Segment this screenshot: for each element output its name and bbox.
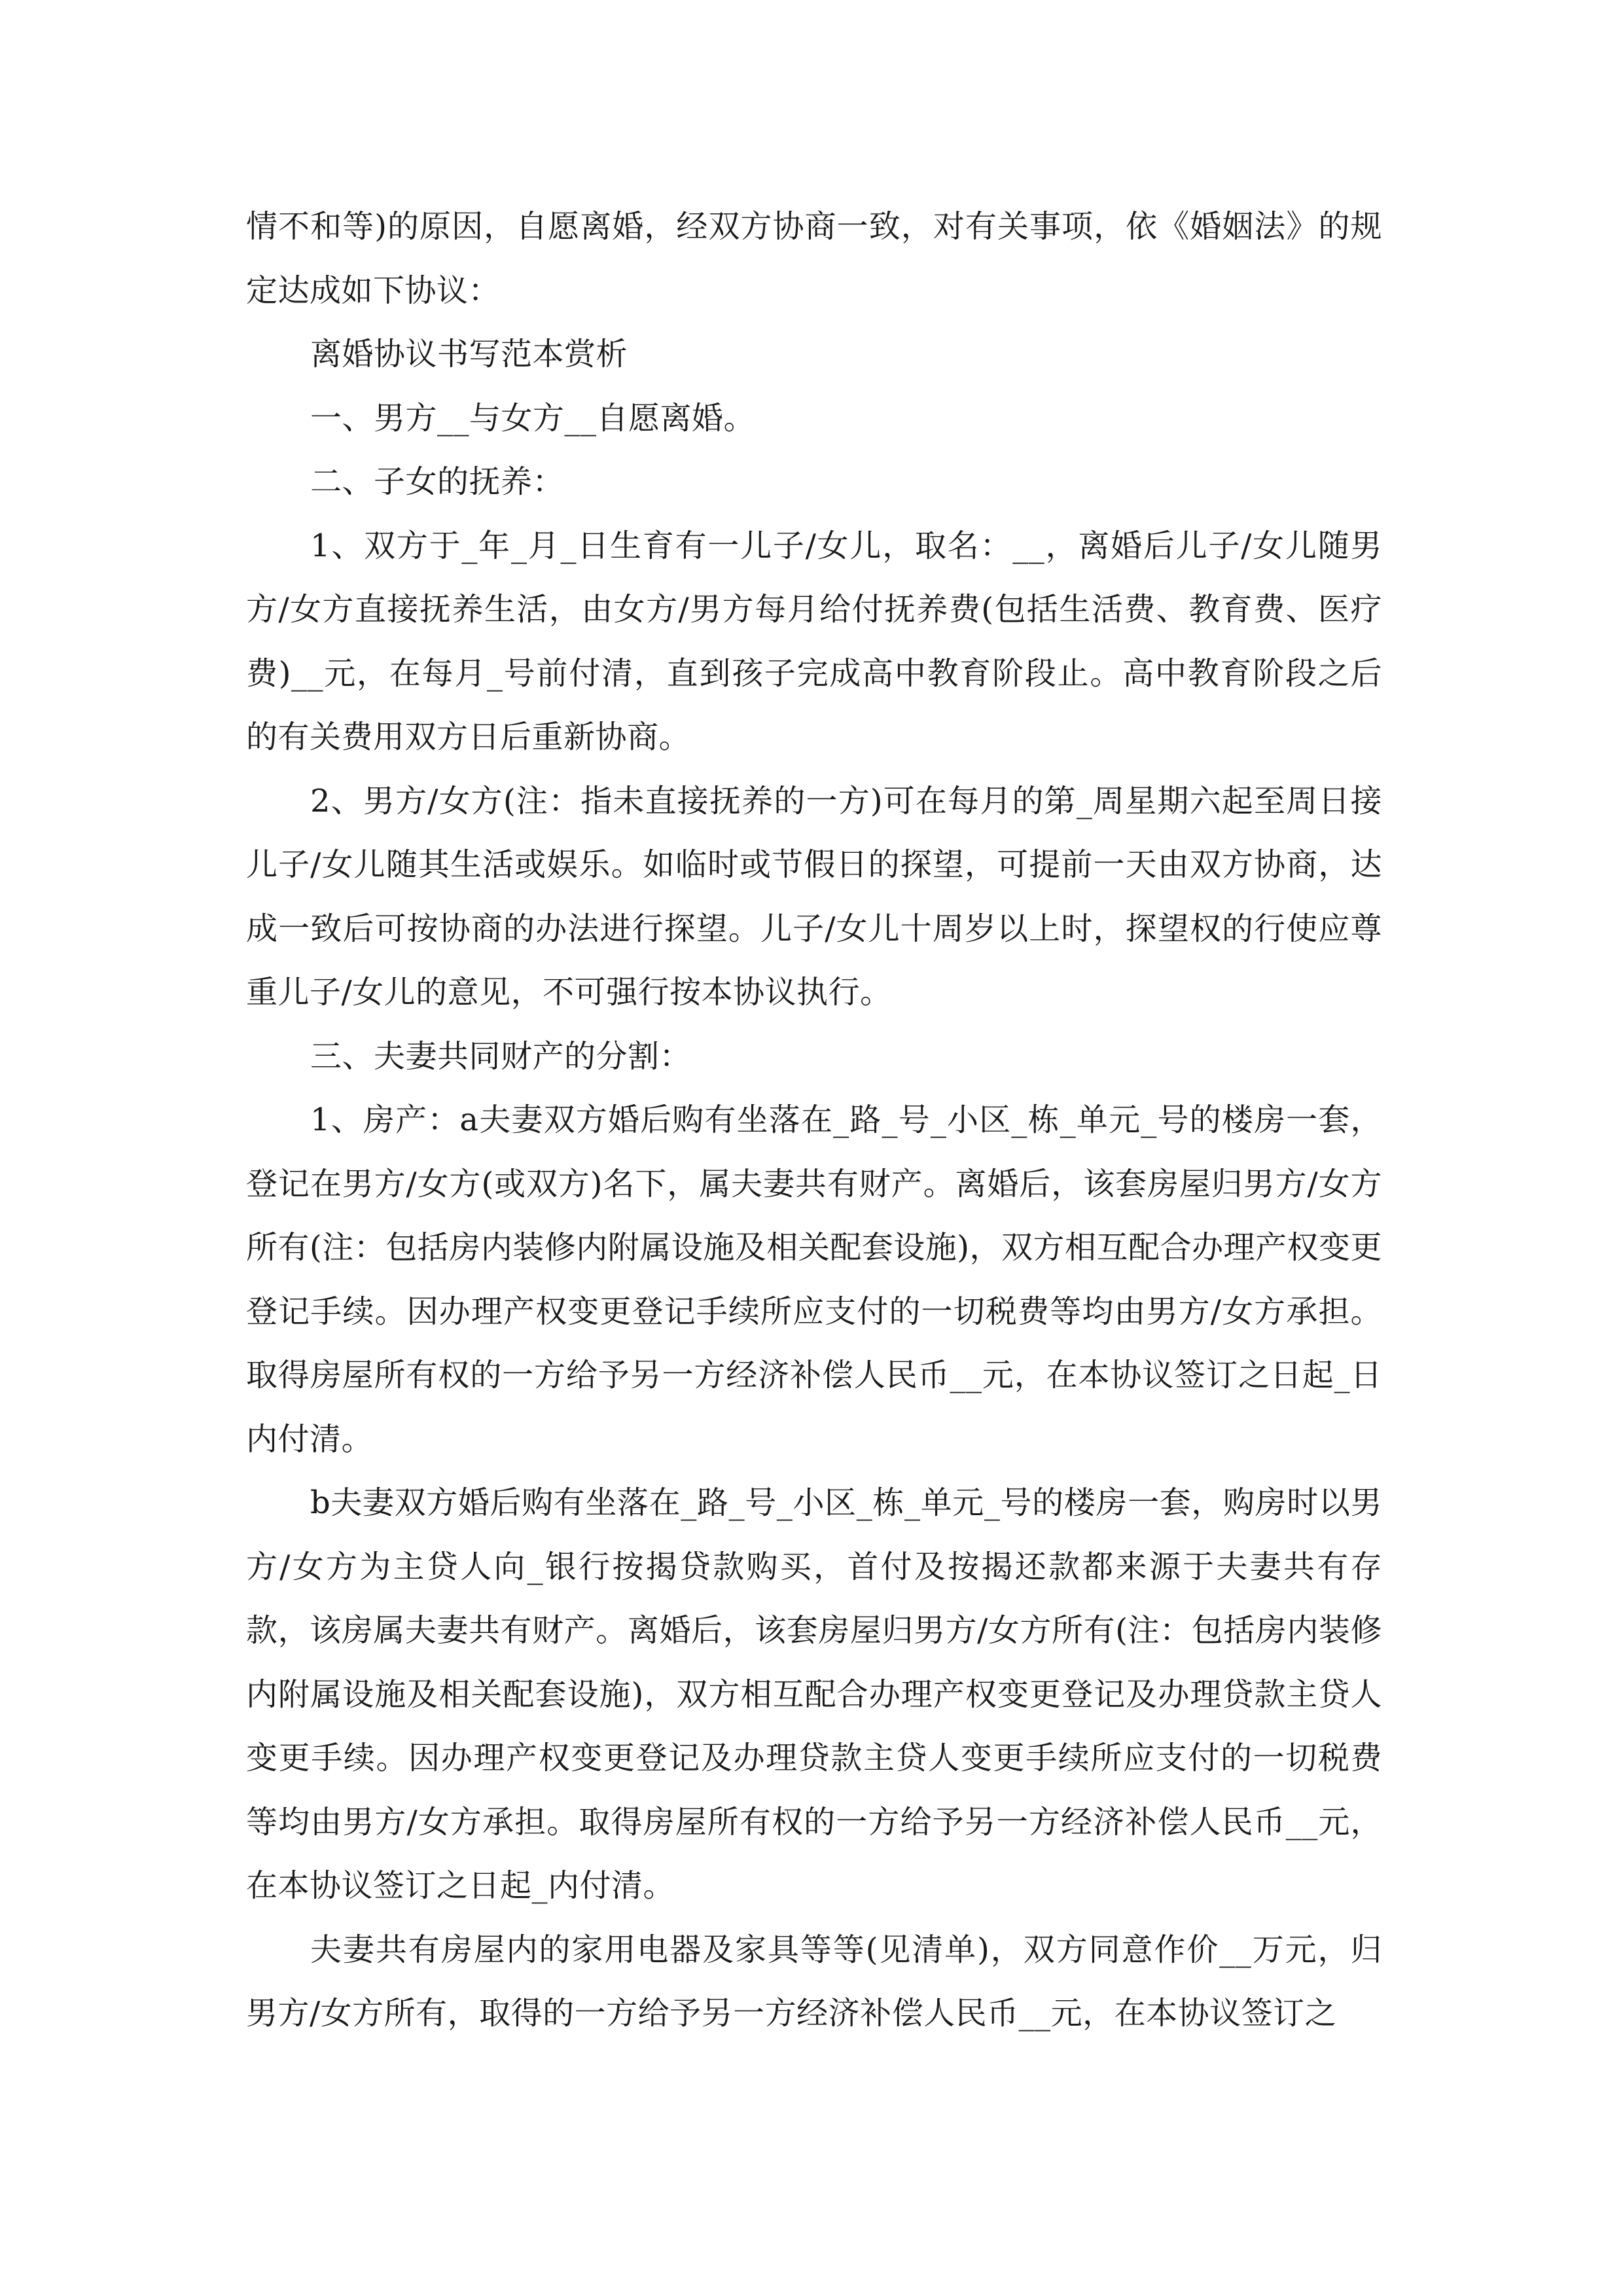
paragraph-clause-3-heading: 三、夫妻共同财产的分割： xyxy=(310,1037,692,1075)
paragraph-clause-1-divorce: 一、男方__与女方__自愿离婚。 xyxy=(310,399,756,437)
paragraph-property-a: 1、房产：a夫妻双方婚后购有坐落在_路_号_小区_栋_单元_号的楼房一套，登记在男方/女方(或双方)名下，属夫妻共有财产。离婚后，该套房屋归男方/女方所有(注：包括房内装修内附属设施及相关配套设施)，双方相互配合办理产权变更登记手续。因办理产权变更登记手续所应支付的一切税费等均由男方/女方承担。取得房屋所有权的一方给予另一方经济补偿人民币__元，在本协议签订之日起_日内付清。 xyxy=(246,1102,1382,1458)
paragraph-appliances: 夫妻共有房屋内的家用电器及家具等等(见清单)，双方同意作价__万元，归男方/女方所有，取得的一方给予另一方经济补偿人民币__元，在本协议签订之 xyxy=(246,1931,1382,2032)
paragraph-clause-2-heading: 二、子女的抚养： xyxy=(310,463,565,500)
paragraph-property-b: b夫妻双方婚后购有坐落在_路_号_小区_栋_单元_号的楼房一套，购房时以男方/女方为主贷人向_银行按揭贷款购买，首付及按揭还款都来源于夫妻共有存款，该房属夫妻共有财产。离婚后，该套房屋归男方/女方所有(注：包括房内装修内附属设施及相关配套设施)，双方相互配合办理产权变更登记及办理贷款主贷人变更手续。因办理产权变更登记及办理贷款主贷人变更手续所应支付的一切税费等均由男方/女方承担。取得房屋所有权的一方给予另一方经济补偿人民币__元，在本协议签订之日起_内付清。 xyxy=(246,1484,1382,1904)
paragraph-heading-sample: 离婚协议书写范本赏析 xyxy=(310,336,628,372)
paragraph-intro-continuation: 情不和等)的原因，自愿离婚，经双方协商一致，对有关事项，依《婚姻法》的规定达成如下协议： xyxy=(246,208,1382,309)
document-body xyxy=(246,195,1382,2046)
paragraph-visitation: 2、男方/女方(注：指未直接抚养的一方)可在每月的第_周星期六起至周日接儿子/女儿随其生活或娱乐。如临时或节假日的探望，可提前一天由双方协商，达成一致后可按协商的办法进行探望。儿子/女儿十周岁以上时，探望权的行使应尊重儿子/女儿的意见，不可强行按本协议执行。 xyxy=(246,782,1382,1011)
paragraph-child-support: 1、双方于_年_月_日生育有一儿子/女儿，取名：__，离婚后儿子/女儿随男方/女方直接抚养生活，由女方/男方每月给付抚养费(包括生活费、教育费、医疗费)__元，在每月_号前付清，直到孩子完成高中教育阶段止。高中教育阶段之后的有关费用双方日后重新协商。 xyxy=(246,527,1382,755)
